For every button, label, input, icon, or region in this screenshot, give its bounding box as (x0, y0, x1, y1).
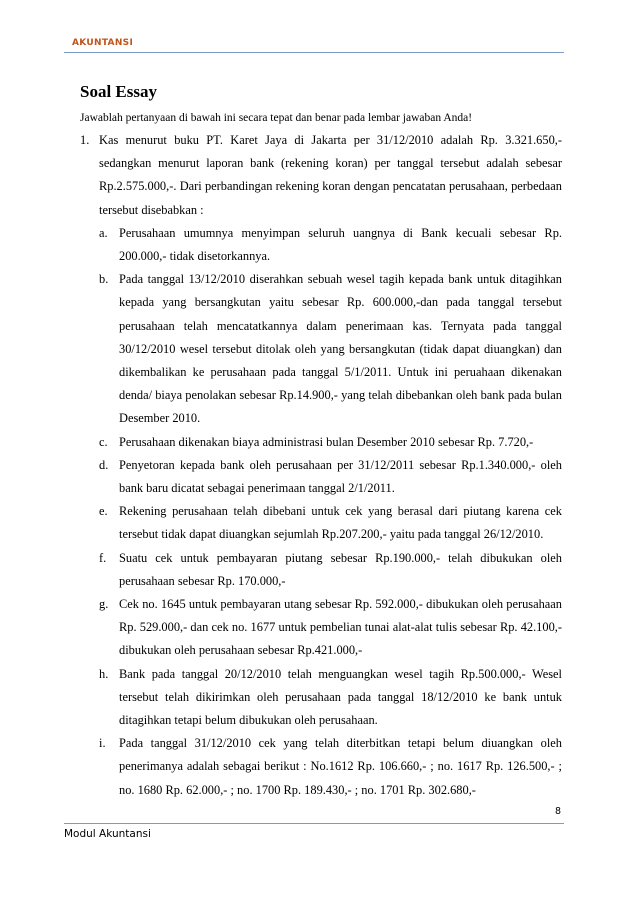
item-text: Pada tanggal 13/12/2010 diserahkan sebuah wesel tagih kepada bank untuk ditagihkan kepada yang bersangkutan yaitu sebesar Rp. 600.000,-dan pada tanggal tersebut perusahaan telah mencatatkannya dalam penerimaan kas. Ternyata pada tanggal 30/12/2010 wesel tersebut ditolak oleh yang bersangkutan (tidak dapat diuangkan) dan dikembalikan ke perusahaan pada tanggal 5/1/2011. Untuk ini peruahaan dikenakan denda/ biaya penolakan sebesar Rp.14.900,- yang telah dibebankan oleh bank pada bulan Desember 2010. (119, 272, 562, 426)
list-item (99, 500, 562, 546)
item-text: Rekening perusahaan telah dibebani untuk cek yang berasal dari piutang karena cek tersebut tidak dapat diuangkan sejumlah Rp.207.200,- yaitu pada tanggal 26/12/2010. (119, 504, 562, 542)
item-text: Penyetoran kepada bank oleh perusahaan per 31/12/2011 sebesar Rp.1.340.000,- oleh bank baru dicatat sebagai penerimaan tanggal 2/1/2011. (119, 457, 562, 496)
list-item (99, 593, 562, 663)
page-title: Soal Essay (80, 82, 157, 101)
question-text: Kas menurut buku PT. Karet Jaya di Jakarta per 31/12/2010 adalah Rp. 3.321.650,- sedangkan menurut laporan bank (rekening koran) per tanggal tersebut adalah sebesar Rp.2.575.000,-. Dari perbandingan rekening koran dengan pencatatan perusahaan, perbedaan tersebut disebabkan : (99, 133, 562, 217)
item-letter: h. (99, 666, 109, 681)
header-divider (64, 52, 564, 53)
item-text: Pada tanggal 31/12/2010 cek yang telah diterbitkan tetapi belum diuangkan oleh penerimanya adalah sebagai berikut : No.1612 Rp. 106.660,- ; no. 1617 Rp. 126.500,- ; no. 1680 Rp. 62.000,- ; no. 1700 Rp. 189.430,- ; no. 1701 Rp. 302.680,- (119, 736, 562, 797)
item-letter: i. (99, 736, 106, 751)
footer-divider (64, 823, 564, 824)
item-text: Bank pada tanggal 20/12/2010 telah menguangkan wesel tagih Rp.500.000,- Wesel tersebut telah dikirimkan oleh perusahaan pada tanggal 18/12/2010 ke bank untuk ditagihkan tetapi belum dibukukan oleh perusahaan. (119, 666, 562, 728)
item-letter: c. (99, 434, 108, 449)
item-letter: d. (99, 457, 109, 472)
question-number: 1. (80, 133, 90, 147)
item-letter: e. (99, 504, 108, 519)
list-item (99, 732, 562, 802)
list-item (99, 454, 562, 500)
list-item (99, 222, 562, 268)
page-number: 8 (555, 806, 562, 817)
header-section-label: AKUNTANSI (72, 38, 134, 48)
list-item (99, 547, 562, 593)
list-item (99, 268, 562, 430)
instruction-text: Jawablah pertanyaan di bawah ini secara tepat dan benar pada lembar jawaban Anda! (80, 112, 473, 124)
item-text: Perusahaan dikenakan biaya administrasi bulan Desember 2010 sebesar Rp. 7.720,- (119, 434, 534, 449)
question-1 (80, 129, 562, 802)
item-text: Perusahaan umumnya menyimpan seluruh uangnya di Bank kecuali sebesar Rp. 200.000,- tidak disetorkannya. (119, 225, 562, 264)
question-items (99, 222, 562, 802)
document-body (80, 82, 562, 802)
item-letter: f. (99, 550, 107, 565)
list-item (99, 431, 562, 454)
module-title: Modul Akuntansi (64, 828, 151, 840)
item-letter: b. (99, 272, 109, 287)
list-item (99, 663, 562, 733)
item-letter: a. (99, 225, 108, 240)
item-text: Suatu cek untuk pembayaran piutang sebesar Rp.190.000,- telah dibukukan oleh perusahaan sebesar Rp. 170.000,- (119, 550, 562, 588)
item-letter: g. (99, 597, 109, 612)
item-text: Cek no. 1645 untuk pembayaran utang sebesar Rp. 592.000,- dibukukan oleh perusahaan Rp. 529.000,- dan cek no. 1677 untuk pembelian tunai alat-alat tulis sebesar Rp. 42.100,- dibukukan oleh perusahaan sebesar Rp.421.000,- (119, 597, 562, 658)
